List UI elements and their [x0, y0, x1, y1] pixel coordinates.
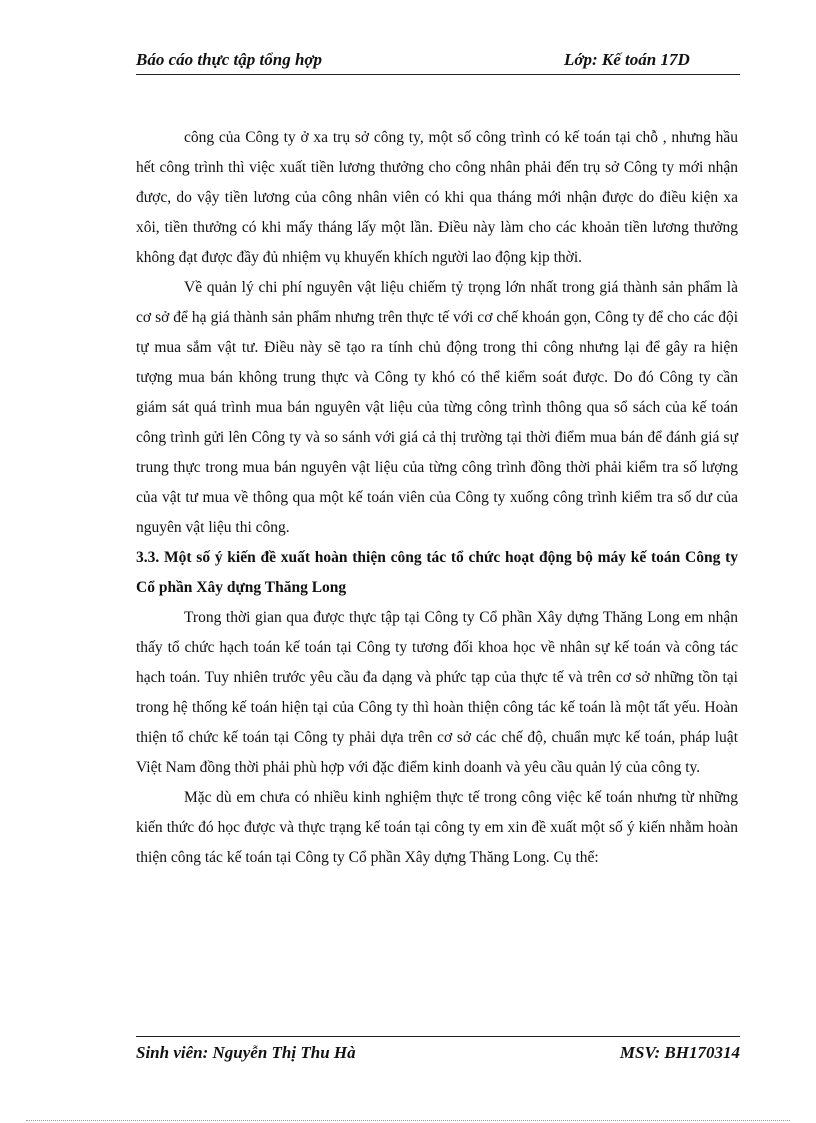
paragraph-improvement: Trong thời gian qua được thực tập tại Công ty Cổ phần Xây dựng Thăng Long em nhận thấy tổ chức hạch toán kế toán tại Công ty tương đối khoa học về nhân sự kế toán và công tác hạch toán. Tuy nhiên trước yêu cầu đa dạng và phức tạp của thực tế và trên cơ sở những tồn tại trong hệ thống kế toán hiện tại của Công ty thì hoàn thiện công tác kế toán là một tất yếu. Hoàn thiện tổ chức kế toán tại Công ty phải dựa trên cơ sở các chế độ, chuẩn mực kế toán, pháp luật Việt Nam đồng thời phải phù hợp với đặc điểm kinh doanh và yêu cầu quản lý của công ty. [136, 609, 738, 776]
paragraph-materials: Về quản lý chi phí nguyên vật liệu chiếm tỷ trọng lớn nhất trong giá thành sản phẩm là cơ sở để hạ giá thành sản phẩm nhưng trên thực tế với cơ chế khoán gọn, Công ty để cho các đội tự mua sắm vật tư. Điều này sẽ tạo ra tính chủ động trong thi công nhưng lại để gây ra hiện tượng mua bán không trung thực và Công ty khó có thể kiểm soát được. Do đó Công ty cần giám sát quá trình mua bán nguyên vật liệu của từng công trình thông qua sổ sách của kế toán công trình gửi lên Công ty và so sánh với giá cả thị trường tại thời điểm mua bán để đánh giá sự trung thực trong mua bán nguyên vật liệu của từng công trình đồng thời phải kiểm tra số lượng của vật tư mua về thông qua một kế toán viên của Công ty xuống công trình kiểm tra số dư của nguyên vật liệu thi công. [136, 279, 738, 536]
document-body [136, 123, 738, 873]
page-header [136, 48, 740, 75]
page-bottom-dotted-line [26, 1120, 790, 1121]
section-heading: 3.3. Một số ý kiến đề xuất hoàn thiện công tác tổ chức hoạt động bộ máy kế toán Công ty Cổ phần Xây dựng Thăng Long [136, 549, 738, 596]
student-name: Sinh viên: Nguyễn Thị Thu Hà [136, 1043, 356, 1062]
page-footer [136, 1036, 740, 1071]
paragraph-salary: công của Công ty ở xa trụ sở công ty, một số công trình có kế toán tại chỗ , nhưng hầu hết công trình thì việc xuất tiền lương thưởng cho công nhân phải đến trụ sở Công ty mới nhận được, do vậy tiền lương của công nhân viên có khi qua tháng mới nhận được do điều kiện xa xôi, tiền thưởng có khi mấy tháng lấy một lần. Điều này làm cho các khoản tiền lương thưởng không đạt được đầy đủ nhiệm vụ khuyến khích người lao động kịp thời. [136, 129, 738, 266]
paragraph-proposal: Mặc dù em chưa có nhiều kinh nghiệm thực tế trong công việc kế toán nhưng từ những kiến thức đó học được và thực trạng kế toán tại công ty em xin đề xuất một số ý kiến nhằm hoàn thiện công tác kế toán tại Công ty Cổ phần Xây dựng Thăng Long. Cụ thể: [136, 789, 738, 866]
class-label: Lớp: Kế toán 17D [564, 50, 690, 69]
student-id: MSV: BH170314 [619, 1043, 740, 1062]
report-title: Báo cáo thực tập tổng hợp [136, 50, 323, 69]
